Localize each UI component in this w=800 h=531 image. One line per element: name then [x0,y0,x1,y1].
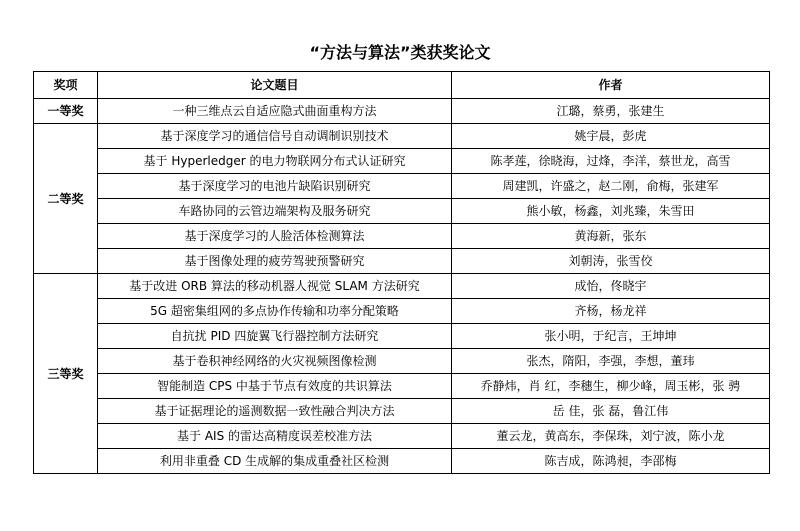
table-row [34,274,770,299]
paper-title-cell: 基于证据理论的遥测数据一致性融合判决方法 [98,399,452,424]
award-level-cell: 三等奖 [34,274,98,474]
author-cell: 熊小敏，杨鑫，刘兆臻，朱雪田 [452,199,770,224]
paper-title-cell: 基于深度学习的通信信号自动调制识别技术 [98,124,452,149]
table-row [34,299,770,324]
table-row [34,199,770,224]
table-row [34,374,770,399]
table-row [34,349,770,374]
table-row [34,449,770,474]
table-body [34,99,770,474]
author-cell: 张小明，于纪言，王坤坤 [452,324,770,349]
paper-title-cell: 基于改进 ORB 算法的移动机器人视觉 SLAM 方法研究 [98,274,452,299]
table-row [34,324,770,349]
paper-title-cell: 基于 Hyperledger 的电力物联网分布式认证研究 [98,149,452,174]
paper-title-cell: 智能制造 CPS 中基于节点有效度的共识算法 [98,374,452,399]
award-column-header: 奖项 [34,72,98,99]
paper-title-cell: 利用非重叠 CD 生成解的集成重叠社区检测 [98,449,452,474]
paper-title-cell: 基于 AIS 的雷达高精度误差校准方法 [98,424,452,449]
author-cell: 陈吉成，陈鸿昶，李邵梅 [452,449,770,474]
table-row [34,249,770,274]
author-cell: 陈孝莲，徐晓海，过烽，李洋，蔡世龙，高雪 [452,149,770,174]
author-cell: 姚宇晨，彭虎 [452,124,770,149]
author-cell: 周建凯，许盛之，赵二刚，俞梅，张建军 [452,174,770,199]
table-row [34,124,770,149]
paper-title-cell: 5G 超密集组网的多点协作传输和功率分配策略 [98,299,452,324]
author-cell: 岳 佳，张 磊，鲁江伟 [452,399,770,424]
table-row [34,99,770,124]
paper-title-cell: 基于深度学习的电池片缺陷识别研究 [98,174,452,199]
award-level-cell: 一等奖 [34,99,98,124]
author-cell: 齐杨，杨龙祥 [452,299,770,324]
table-row [34,424,770,449]
paper-title-cell: 基于卷积神经网络的火灾视频图像检测 [98,349,452,374]
author-cell: 黄海新，张东 [452,224,770,249]
author-cell: 董云龙，黄高东，李保珠，刘宁波，陈小龙 [452,424,770,449]
table-row [34,399,770,424]
author-cell: 刘朝涛，张雪佼 [452,249,770,274]
paper-title-column-header: 论文题目 [98,72,452,99]
table-row [34,224,770,249]
award-papers-table [33,71,770,474]
paper-title-cell: 车路协同的云管边端架构及服务研究 [98,199,452,224]
table-row [34,174,770,199]
award-level-cell: 二等奖 [34,124,98,274]
author-cell: 成怡，佟晓宇 [452,274,770,299]
author-cell: 乔静炜，肖 红，李穗生，柳少峰，周玉彬，张 骋 [452,374,770,399]
author-cell: 张杰，隋阳，李强，李想，董玮 [452,349,770,374]
paper-title-cell: 基于深度学习的人脸活体检测算法 [98,224,452,249]
author-cell: 江璐，蔡勇，张建生 [452,99,770,124]
paper-title-cell: 基于图像处理的疲劳驾驶预警研究 [98,249,452,274]
paper-title-cell: 一种三维点云自适应隐式曲面重构方法 [98,99,452,124]
paper-title-cell: 自抗扰 PID 四旋翼飞行器控制方法研究 [98,324,452,349]
page-title: “方法与算法”类获奖论文 [309,43,491,62]
table-row [34,149,770,174]
author-column-header: 作者 [452,72,770,99]
table-header-row [34,72,770,99]
